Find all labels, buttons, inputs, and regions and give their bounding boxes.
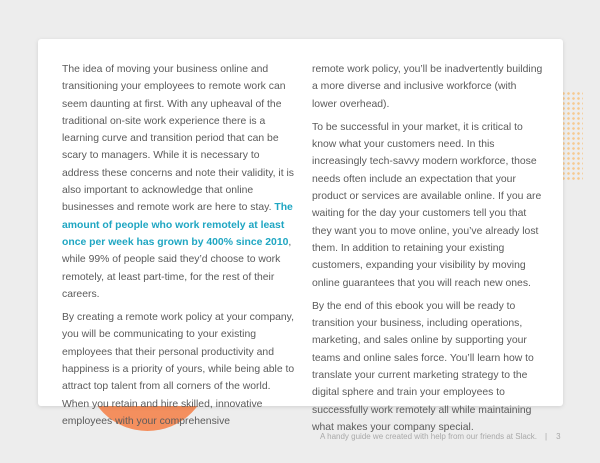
highlight-statistic: The amount of people who work remotely at least once per week has grown by 400% since 2010: [62, 202, 293, 248]
footer-credit: A handy guide we created with help from our friends at Slack.: [320, 432, 538, 441]
page-footer: [320, 432, 561, 441]
paragraph-text: The idea of moving your business online and transitioning your employees to remote work can seem daunting at first. With any upheaval of the traditional on-site work experience there is a learning curve and transition period that can be scary to managers. While it is necessary to address these concerns and note their validity, it is also important to acknowledge that online businesses and remote work are here to stay.: [62, 64, 294, 214]
paragraph-intro: [62, 61, 298, 303]
page-card: [38, 39, 563, 433]
footer-separator: |: [545, 432, 548, 441]
right-column: [312, 61, 544, 442]
decorative-dot-grid: [561, 91, 583, 181]
paragraph-continuation: remote work policy, you’ll be inadvertently building a more diverse and inclusive workforce (with lower overhead).: [312, 64, 543, 110]
page-number: 3: [556, 432, 561, 441]
paragraph-ebook-summary: By the end of this ebook you will be ready to transition your business, including operations, marketing, and sales online by supporting your teams and online sales force. You’ll learn how to translate your current marketing strategy to the digital sphere and train your employees to successfully work remotely all while maintaining what makes your company special.: [312, 300, 534, 433]
paragraph-remote-policy: By creating a remote work policy at your company, you will be communicating to your existing employees that their personal productivity and happiness is a priority of yours, while being able to attract top talent from all corners of the world. When you retain and hire skilled, innovative employees with your comprehensive: [62, 312, 295, 427]
left-column: [62, 61, 298, 436]
paragraph-text: , while 99% of people said they’d choose to work remotely, at least part-time, for the rest of their careers.: [62, 236, 292, 300]
paragraph-market: To be successful in your market, it is critical to know what your customers need. In this increasingly tech-savvy modern workforce, those needs often include an expectation that your product or services are available online. If you are waiting for the day your customers tell you that they want you to move online, you’ve already lost them. In addition to retaining your existing customers, expanding your visibility by moving online guarantees that you will reach new ones.: [312, 121, 542, 289]
